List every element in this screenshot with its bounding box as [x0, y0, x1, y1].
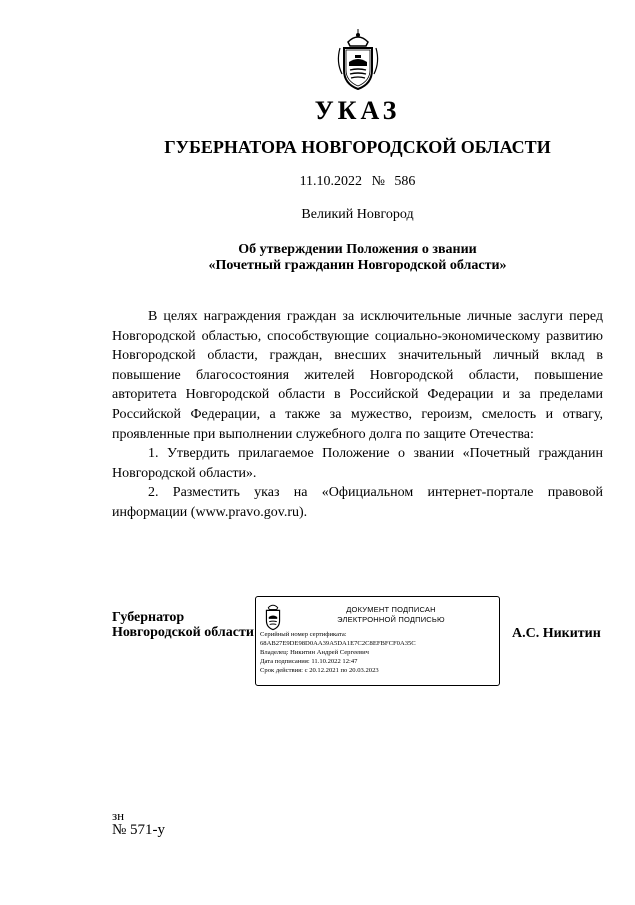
subject-line-2: «Почетный гражданин Новгородской области»: [208, 258, 507, 273]
city: Великий Новгород: [301, 207, 414, 222]
date-number-line: [0, 174, 635, 190]
coat-of-arms-icon: [334, 28, 382, 92]
document-type-title: УКАЗ: [314, 96, 401, 125]
electronic-signature-stamp: [255, 596, 500, 686]
document-subject: [0, 242, 635, 274]
footer-initials: зн: [112, 808, 125, 823]
signer-position-line-1: Губернатор: [112, 610, 185, 625]
number-sign: №: [371, 174, 385, 189]
clause-2: 2. Разместить указ на «Официальном интернет-портале правовой информации (www.pravo.gov.ru).: [112, 485, 603, 520]
stamp-validity: Срок действия: с 20.12.2021 по 20.03.2023: [260, 667, 379, 674]
signer-position-line-2: Новгородской области: [112, 625, 254, 640]
stamp-owner: Владелец: Никитин Андрей Сергеевич: [260, 649, 369, 656]
signer-position: [112, 610, 254, 640]
stamp-signed-date: Дата подписания: 11.10.2022 12:47: [260, 658, 358, 665]
footer-reference: [112, 808, 165, 838]
stamp-serial-label: Серийный номер сертификата:: [260, 631, 347, 638]
preamble-paragraph: В целях награждения граждан за исключительные личные заслуги перед Новгородской областью, способствующие социально-экономическому развитию Новгородской области, граждан, внесших значительный личный вклад в повышение благосостояния жителей Новгородской области, повышение авторитета Новгородской области в Российской Федерации и за пределами Российской Федерации, а также за мужество, героизм, смелость и отвагу, проявленные при выполнении служебного долга по защите Отечества:: [112, 309, 603, 442]
issuer-title: ГУБЕРНАТОРА НОВГОРОДСКОЙ ОБЛАСТИ: [164, 137, 551, 157]
subject-line-1: Об утверждении Положения о звании: [238, 242, 477, 257]
document-number: 586: [394, 174, 416, 189]
document-date: 11.10.2022: [299, 174, 363, 189]
footer-ref-number: № 571-у: [112, 822, 166, 838]
stamp-details: [260, 630, 416, 675]
stamp-heading: [296, 605, 486, 625]
stamp-heading-line-2: ЭЛЕКТРОННОЙ ПОДПИСЬЮ: [337, 615, 445, 624]
document-body: [112, 307, 603, 523]
stamp-coat-of-arms-icon: [261, 601, 285, 631]
stamp-serial: 68AB27E9DE98D0AA39A5DA1E7C2C8EFBFCF0A35C: [260, 640, 416, 647]
signer-name: А.С. Никитин: [512, 626, 601, 641]
clause-1: 1. Утвердить прилагаемое Положение о звании «Почетный гражданин Новгородской области».: [112, 446, 603, 481]
stamp-heading-line-1: ДОКУМЕНТ ПОДПИСАН: [346, 605, 436, 614]
